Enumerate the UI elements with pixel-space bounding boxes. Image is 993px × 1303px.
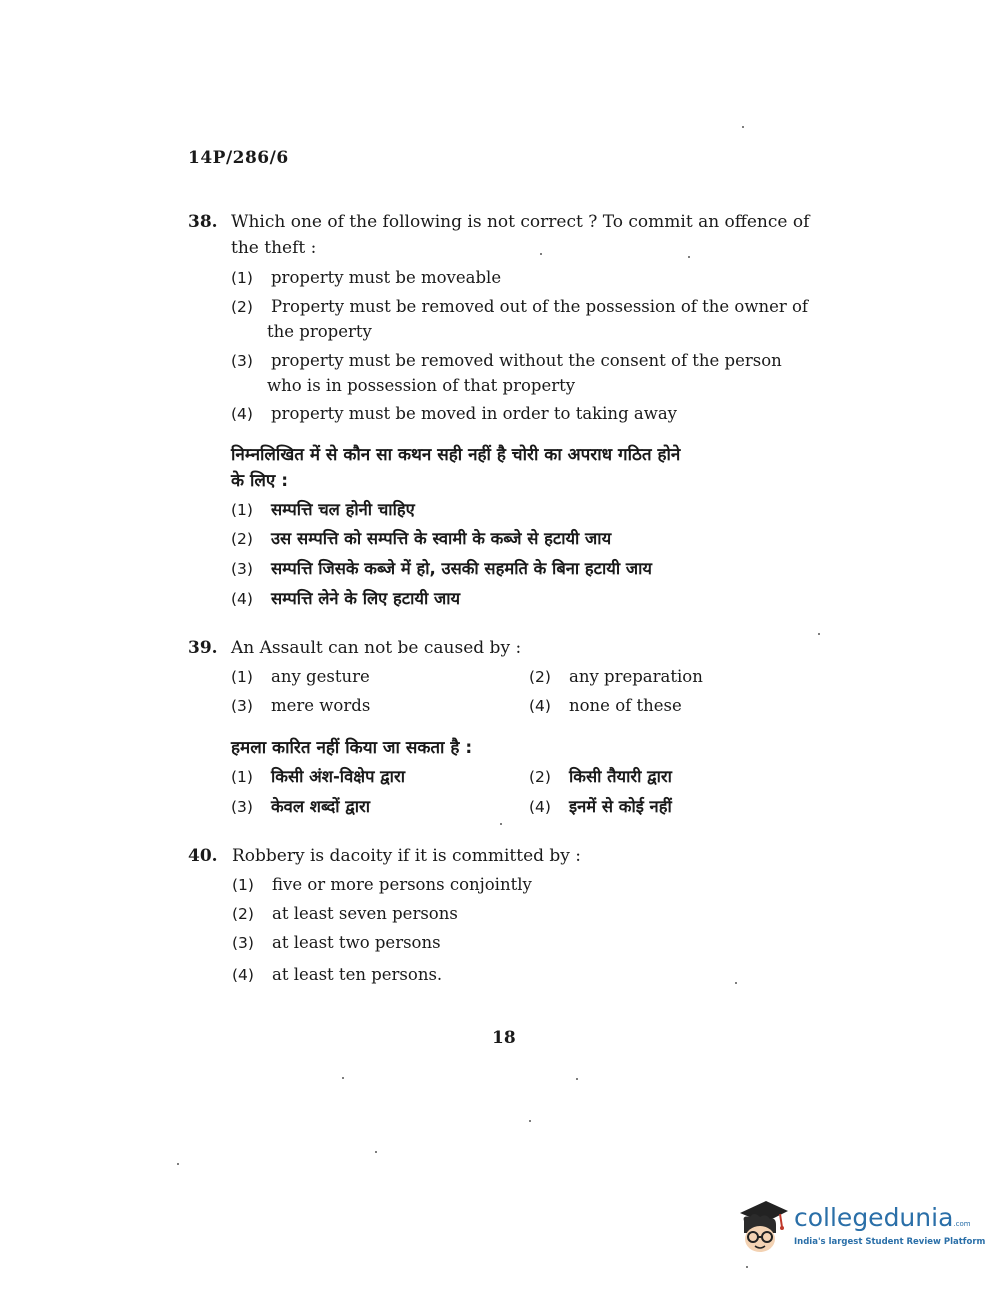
- option-text: Property must be removed out of the possession of the owner of: [271, 297, 809, 316]
- option-text: property must be moveable: [271, 268, 502, 287]
- option-text: none of these: [569, 696, 682, 715]
- hindi-option-2: [231, 526, 611, 549]
- option-number: (3): [231, 798, 253, 816]
- option-4: [231, 404, 677, 423]
- option-text: केवल शब्दों द्वारा: [271, 797, 371, 816]
- scan-speck: [529, 1120, 531, 1122]
- option-number: (4): [529, 697, 551, 715]
- option-number: (1): [232, 876, 254, 894]
- option-text: at least ten persons.: [272, 965, 443, 984]
- option-number: (4): [529, 798, 551, 816]
- paper-code: 14P/286/6: [188, 148, 289, 168]
- hindi-option-3: [231, 794, 370, 817]
- option-1: [231, 667, 370, 686]
- option-1: [232, 875, 532, 894]
- option-number: (1): [231, 269, 253, 287]
- option-number: (2): [232, 905, 254, 923]
- hindi-option-1: [231, 497, 415, 520]
- brand-tagline: India's largest Student Review Platform: [794, 1237, 986, 1247]
- option-text: any gesture: [271, 667, 370, 686]
- question-text: Robbery is dacoity if it is committed by :: [232, 846, 582, 866]
- option-text: any preparation: [569, 667, 703, 686]
- question-number: 40.: [188, 846, 218, 866]
- hindi-option-1: [231, 764, 405, 787]
- option-text: at least seven persons: [272, 904, 458, 923]
- scan-speck: [500, 823, 502, 825]
- option-number: (1): [231, 501, 253, 519]
- option-number: (2): [529, 668, 551, 686]
- option-number: (2): [529, 768, 551, 786]
- mascot-icon: [736, 1195, 792, 1257]
- option-text: mere words: [271, 696, 371, 715]
- option-number: (3): [231, 697, 253, 715]
- option-number: (2): [231, 530, 253, 548]
- option-1: [231, 268, 501, 287]
- option-number: (3): [232, 934, 254, 952]
- option-number: (2): [231, 298, 253, 316]
- option-number: (3): [231, 560, 253, 578]
- option-number: (1): [231, 768, 253, 786]
- option-3: [231, 351, 782, 370]
- brand-suffix: .com: [953, 1220, 971, 1228]
- hindi-option-4: [529, 794, 672, 817]
- scan-speck: [688, 256, 690, 258]
- option-2: [232, 904, 458, 923]
- question-number: 39.: [188, 638, 218, 658]
- option-number: (4): [232, 966, 254, 984]
- scan-speck: [177, 1163, 179, 1165]
- option-text: five or more persons conjointly: [272, 875, 532, 894]
- option-number: (1): [231, 668, 253, 686]
- option-text: property must be moved in order to taking away: [271, 404, 677, 423]
- option-text: property must be removed without the consent of the person: [271, 351, 782, 370]
- option-text: सम्पत्ति जिसके कब्जे में हो, उसकी सहमति के बिना हटायी जाय: [271, 559, 652, 578]
- option-2: [231, 297, 808, 316]
- scan-speck: [818, 633, 820, 635]
- option-number: (4): [231, 405, 253, 423]
- option-text: किसी अंश-विक्षेप द्वारा: [271, 767, 405, 786]
- hindi-option-2: [529, 764, 672, 787]
- option-4: [232, 965, 442, 984]
- brand-name: collegedunia.com: [794, 1203, 971, 1232]
- scan-speck: [742, 126, 744, 128]
- question-text: Which one of the following is not correct ? To commit an offence of: [231, 212, 810, 232]
- option-text: who is in possession of that property: [267, 376, 576, 395]
- option-text: उस सम्पत्ति को सम्पत्ति के स्वामी के कब्जे से हटायी जाय: [271, 529, 612, 548]
- option-3: [231, 696, 370, 715]
- option-3: [232, 933, 441, 952]
- option-number: (4): [231, 590, 253, 608]
- collegedunia-logo: [736, 1195, 986, 1265]
- page-number: 18: [492, 1028, 516, 1048]
- option-2: [529, 667, 703, 686]
- question-text: the theft :: [231, 238, 317, 258]
- option-4: [529, 696, 682, 715]
- scan-speck: [576, 1078, 578, 1080]
- option-number: (3): [231, 352, 253, 370]
- scan-speck: [540, 253, 542, 255]
- scan-speck: [342, 1077, 344, 1079]
- hindi-option-3: [231, 556, 652, 579]
- option-text: at least two persons: [272, 933, 441, 952]
- hindi-question-text: के लिए :: [231, 471, 289, 491]
- hindi-question-text: हमला कारित नहीं किया जा सकता है :: [231, 738, 473, 758]
- option-text: इनमें से कोई नहीं: [569, 797, 672, 816]
- hindi-question-text: निम्नलिखित में से कौन सा कथन सही नहीं है चोरी का अपराध गठित होने: [231, 445, 681, 465]
- option-text: सम्पत्ति चल होनी चाहिए: [271, 500, 415, 519]
- question-text: An Assault can not be caused by :: [231, 638, 522, 658]
- hindi-option-4: [231, 586, 460, 609]
- option-text: the property: [267, 322, 372, 341]
- question-number: 38.: [188, 212, 218, 232]
- option-text: सम्पत्ति लेने के लिए हटायी जाय: [271, 589, 461, 608]
- option-text: किसी तैयारी द्वारा: [569, 767, 672, 786]
- scan-speck: [735, 982, 737, 984]
- scan-speck: [375, 1151, 377, 1153]
- scan-speck: [746, 1266, 748, 1268]
